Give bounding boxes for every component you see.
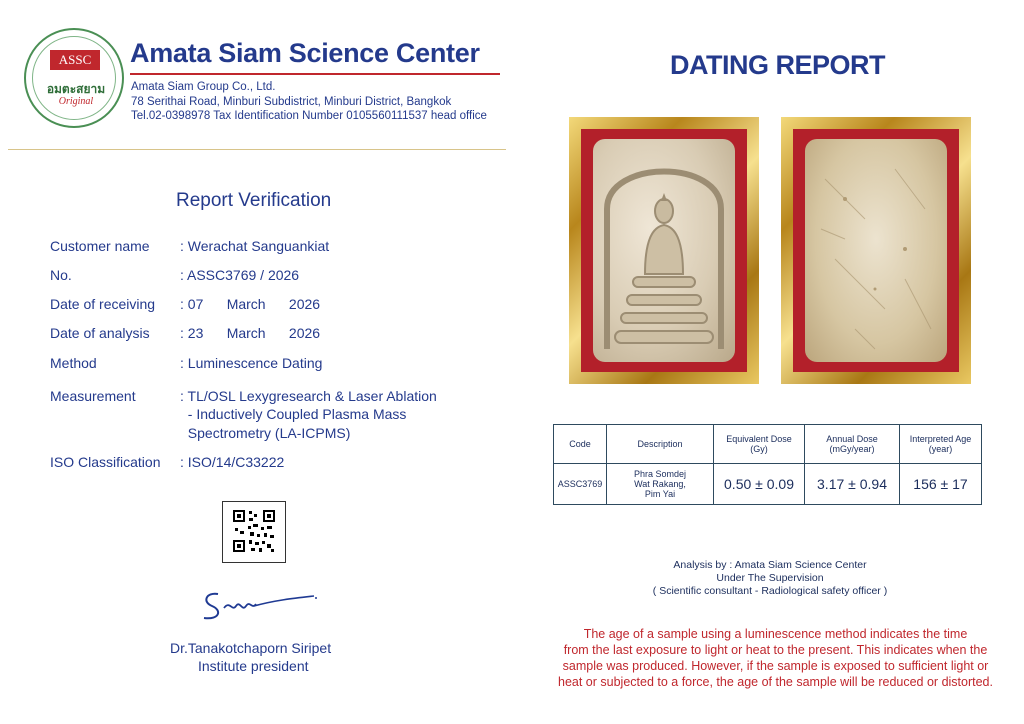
method-value: : Luminescence Dating <box>180 355 323 371</box>
address-line-1: Amata Siam Group Co., Ltd. <box>131 81 276 93</box>
disclaimer-line-2: from the last exposure to light or heat to the present. This indicates when the <box>563 643 988 657</box>
logo-ring <box>32 36 116 120</box>
dating-results-table <box>553 424 982 505</box>
iso-classification-label: ISO Classification <box>50 454 161 470</box>
disclaimer-line-3: sample was produced. However, if the sample is exposed to sufficient light or <box>562 659 989 673</box>
cell-description: Phra Somdej Wat Rakang, Pim Yai <box>607 464 714 505</box>
header-annual-dose: Annual Dose (mGy/year) <box>805 425 900 464</box>
signer-name: Dr.Tanakotchaporn Siripet <box>170 640 332 656</box>
measurement-value-line-3: Spectrometry (LA-ICPMS) <box>180 425 351 441</box>
header-equivalent-dose: Equivalent Dose (Gy) <box>714 425 805 464</box>
cell-annual-dose: 3.17 ± 0.94 <box>805 464 900 505</box>
analysis-by: Analysis by : Amata Siam Science Center <box>673 559 867 571</box>
header-description: Description <box>607 425 714 464</box>
date-analysis-value: : 23 March 2026 <box>180 325 321 341</box>
measurement-value-line-2: - Inductively Coupled Plasma Mass <box>180 406 407 422</box>
assc-logo <box>24 28 124 128</box>
report-no-value: : ASSC3769 / 2026 <box>180 267 300 283</box>
measurement-value-line-1: : TL/OSL Lexygresearch & Laser Ablation <box>180 388 437 404</box>
signature-graphic <box>196 586 326 626</box>
disclaimer-line-1: The age of a sample using a luminescence method indicates the time <box>583 627 968 641</box>
disclaimer-line-4: heat or subjected to a force, the age of the sample will be reduced or distorted. <box>558 675 993 689</box>
cell-interpreted-age: 156 ± 17 <box>900 464 982 505</box>
amulet-back-texture-icon <box>805 139 947 362</box>
amulet-front-photo <box>569 117 759 384</box>
cell-code: ASSC3769 <box>554 464 607 505</box>
supervision-line: Under The Supervision <box>716 572 824 584</box>
cell-equivalent-dose: 0.50 ± 0.09 <box>714 464 805 505</box>
consultant-line: ( Scientific consultant - Radiological safety officer ) <box>652 585 888 597</box>
dating-report-title: DATING REPORT <box>670 50 885 80</box>
logo-badge: ASSC <box>50 50 100 70</box>
company-name: Amata Siam Science Center <box>130 38 480 68</box>
buddha-relief-icon <box>593 139 735 362</box>
header-divider <box>8 149 506 150</box>
date-receiving-label: Date of receiving <box>50 296 156 312</box>
amulet-front <box>593 139 735 362</box>
address-line-3: Tel.02-0398978 Tax Identification Number 0105560111537 head office <box>131 110 487 122</box>
logo-tagline: Original <box>58 96 94 107</box>
table-header-row <box>554 425 982 464</box>
report-no-label: No. <box>50 267 72 283</box>
amulet-back-photo <box>781 117 971 384</box>
customer-name-label: Customer name <box>50 238 150 254</box>
amulet-back <box>805 139 947 362</box>
header-code: Code <box>554 425 607 464</box>
qr-code-icon <box>223 502 285 562</box>
customer-name-value: : Werachat Sanguankiat <box>180 238 330 254</box>
frame-red-mat <box>581 129 747 372</box>
qr-code[interactable] <box>222 501 286 563</box>
table-row <box>554 464 982 505</box>
frame-red-mat <box>793 129 959 372</box>
date-receiving-value: : 07 March 2026 <box>180 296 321 312</box>
header-interpreted-age: Interpreted Age (year) <box>900 425 982 464</box>
report-verification-title: Report Verification <box>176 190 332 211</box>
logo-thai-text: อมตะสยาม <box>46 82 106 96</box>
method-label: Method <box>50 355 97 371</box>
company-underline <box>130 73 500 75</box>
measurement-label: Measurement <box>50 388 136 404</box>
date-analysis-label: Date of analysis <box>50 325 150 341</box>
iso-classification-value: : ISO/14/C33222 <box>180 454 285 470</box>
address-line-2: 78 Serithai Road, Minburi Subdistrict, Minburi District, Bangkok <box>131 96 452 108</box>
signer-title: Institute president <box>198 658 309 674</box>
